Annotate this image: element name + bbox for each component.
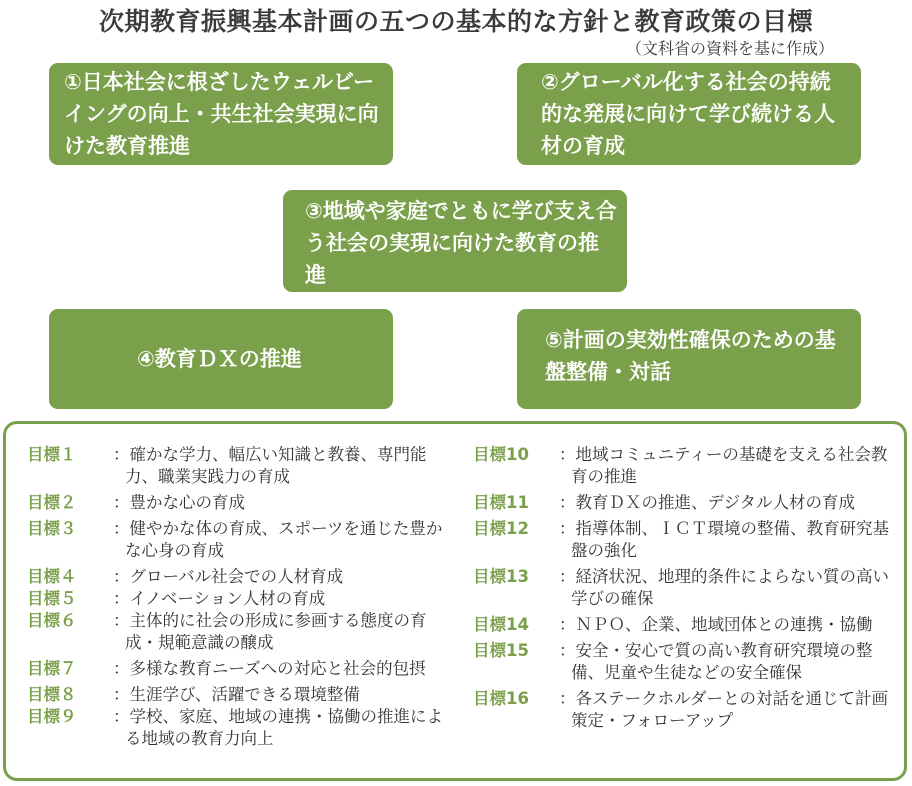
goal-item-12 [473, 518, 898, 562]
goal-number: 目標１ [27, 445, 77, 464]
goal-text: ：確かな学力、幅広い知識と教養、専門能力、職業実践力の育成 [113, 445, 427, 486]
goal-item-14 [473, 614, 898, 636]
goals-column-left [27, 444, 447, 750]
goals-panel [3, 421, 907, 781]
goal-item-8 [27, 684, 447, 706]
goal-number: 目標12 [473, 519, 529, 538]
policy-box-1: ①日本社会に根ざしたウェルビーイングの向上・共生社会実現に向けた教育推進 [49, 63, 393, 165]
policy-box-2: ②グローバル化する社会の持続的な発展に向けて学び続ける人材の育成 [517, 63, 861, 165]
goal-text: ：教育ＤＸの推進、デジタル人材の育成 [559, 493, 856, 512]
goal-item-1 [27, 444, 447, 488]
goal-number: 目標８ [27, 685, 77, 704]
policy-box-4 [49, 309, 393, 409]
goal-text: ：健やかな体の育成、スポーツを通じた豊かな心身の育成 [113, 519, 443, 560]
policy-box-3: ③地域や家庭でともに学び支え合う社会の実現に向けた教育の推進 [283, 190, 627, 292]
goal-text: ：安全・安心で質の高い教育研究環境の整備、児童や生徒などの安全確保 [559, 641, 873, 682]
goal-text: ：学校、家庭、地域の連携・協働の推進による地域の教育力向上 [113, 707, 443, 748]
goal-text: ：主体的に社会の形成に参画する態度の育成・規範意識の醸成 [113, 611, 427, 652]
goal-number: 目標５ [27, 589, 77, 608]
page-title: 次期教育振興基本計画の五つの基本的な方針と教育政策の目標 [98, 7, 813, 36]
policy-box-5: ⑤計画の実効性確保のための基盤整備・対話 [517, 309, 861, 409]
goal-item-13 [473, 566, 898, 610]
goal-number: 目標15 [473, 641, 529, 660]
goal-number: 目標９ [27, 707, 77, 726]
goal-text: ：生涯学び、活躍できる環境整備 [113, 685, 360, 704]
goal-item-4 [27, 566, 447, 588]
goal-item-2 [27, 492, 447, 514]
goal-item-10 [473, 444, 898, 488]
goal-number: 目標10 [473, 445, 529, 464]
goal-number: 目標２ [27, 493, 77, 512]
source-note: （文科省の資料を基に作成） [625, 39, 834, 58]
goal-item-7 [27, 658, 447, 680]
goal-text: ：経済状況、地理的条件によらない質の高い学びの確保 [559, 567, 889, 608]
goal-text: ：指導体制、ＩＣＴ環境の整備、教育研究基盤の強化 [559, 519, 889, 560]
goal-number: 目標４ [27, 567, 77, 586]
policy-box-4-label: ④教育ＤＸの推進 [137, 347, 302, 371]
goal-text: ：イノベーション人材の育成 [113, 589, 326, 608]
goal-text: ：ＮＰＯ、企業、地域団体との連携・協働 [559, 615, 873, 634]
goal-item-9 [27, 706, 447, 750]
goal-item-6 [27, 610, 447, 654]
goal-item-3 [27, 518, 447, 562]
goal-item-16 [473, 688, 898, 732]
goal-number: 目標６ [27, 611, 77, 630]
goal-number: 目標３ [27, 519, 77, 538]
goal-number: 目標11 [473, 493, 529, 512]
goal-text: ：多様な教育ニーズへの対応と社会的包摂 [113, 659, 426, 678]
goals-column-right [473, 444, 898, 732]
goal-number: 目標７ [27, 659, 77, 678]
goal-number: 目標14 [473, 615, 529, 634]
goal-item-15 [473, 640, 898, 684]
goal-text: ：グローバル社会での人材育成 [113, 567, 344, 586]
goal-text: ：各ステークホルダーとの対話を通じて計画策定・フォローアップ [559, 689, 889, 730]
goal-item-5 [27, 588, 447, 610]
goal-text: ：地域コミュニティーの基礎を支える社会教育の推進 [559, 445, 888, 486]
goal-number: 目標16 [473, 689, 529, 708]
goal-text: ：豊かな心の育成 [113, 493, 245, 512]
goal-item-11 [473, 492, 898, 514]
goal-number: 目標13 [473, 567, 529, 586]
